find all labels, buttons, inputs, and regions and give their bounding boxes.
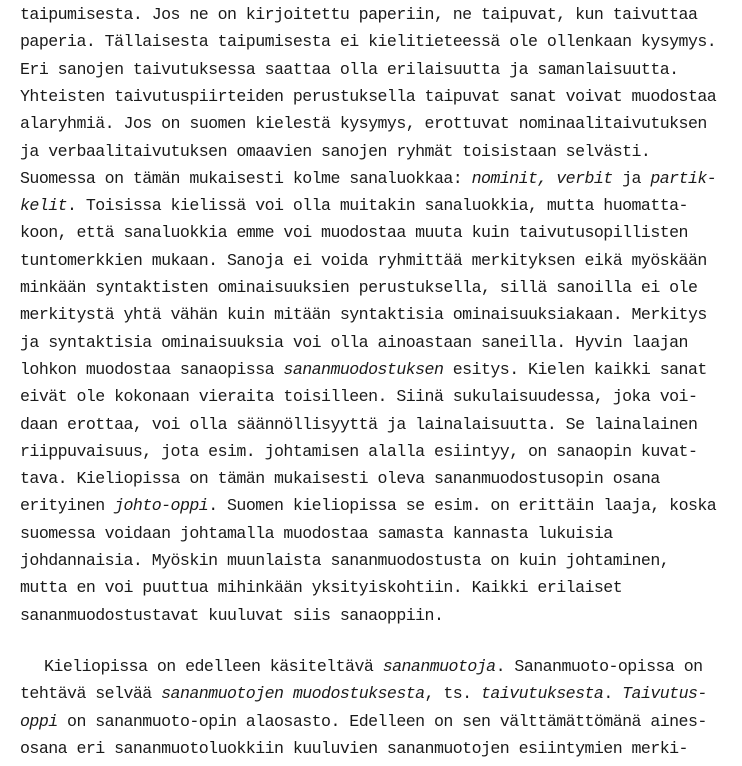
italic-term: taivutuksesta (481, 684, 604, 704)
text-line (20, 114, 732, 134)
italic-term: partik- (650, 168, 717, 188)
italic-term: Taivutus- (622, 684, 707, 704)
text-line (20, 223, 732, 243)
text-segment: ja (612, 168, 651, 188)
text-segment: mutta en voi puuttua mihinkään yksityiskohtiin. Kaikki erilaiset (20, 578, 623, 598)
text-line (20, 712, 732, 732)
text-segment: paperia. Tällaisesta taipumisesta ei kielitieteessä ole ollenkaan kysymys. (20, 32, 717, 52)
text-segment: taipumisesta. Jos ne on kirjoitettu paperiin, ne taipuvat, kun taivuttaa (20, 5, 698, 24)
text-line (20, 551, 732, 571)
text-line (20, 5, 732, 25)
text-line (20, 469, 732, 489)
text-segment: . Suomen kieliopissa se esim. on erittäin laaja, koska (208, 496, 717, 516)
text-line (20, 251, 732, 271)
text-segment: . (603, 684, 623, 704)
text-segment: koon, että sanaluokkia emme voi muodostaa muuta kuin taivutusopillisten (20, 223, 688, 243)
italic-term: sananmuotojen muodostuksesta (161, 684, 425, 704)
text-segment: minkään syntaktisten ominaisuuksien perustuksella, sillä sanoilla ei ole (20, 278, 698, 297)
text-segment: . Toisissa kielissä voi olla muitakin sanaluokkia, mutta huomatta- (67, 196, 688, 216)
text-segment: . Sananmuoto-opissa on (495, 657, 703, 676)
italic-term: nominit, verbit (471, 168, 613, 188)
text-line (20, 305, 732, 325)
text-segment: tava. Kieliopissa on tämän mukaisesti oleva sananmuodostusopin osana (20, 469, 660, 489)
text-segment: tuntomerkkien mukaan. Sanoja ei voida ryhmittää merkityksen eikä myöskään (20, 250, 707, 270)
text-segment: johdannaisia. Myöskin muunlaista sananmuodostusta on kuin johtaminen, (20, 551, 670, 570)
text-line (20, 142, 732, 162)
text-line (20, 739, 732, 759)
text-line (20, 524, 732, 544)
text-segment: ja verbaalitaivutuksen omaavien sanojen ryhmät toisistaan selvästi. (20, 141, 651, 161)
italic-term: sananmuodostuksen (283, 359, 444, 379)
italic-term: kelit (20, 196, 68, 216)
text-line (20, 32, 732, 52)
text-line (44, 657, 732, 677)
text-segment: suomessa voidaan johtamalla muodostaa samasta kannasta lukuisia (20, 523, 613, 543)
text-segment: alaryhmiä. Jos on suomen kielestä kysymys, erottuvat nominaalitaivutuksen (20, 114, 707, 134)
text-segment: sananmuodostustavat kuuluvat siis sanaoppiin. (20, 605, 444, 625)
italic-term: johto-oppi (114, 496, 209, 516)
text-segment: tehtävä selvää (20, 684, 162, 704)
text-segment: lohkon muodostaa sanaopissa (20, 359, 284, 379)
text-segment: on sananmuoto-opin alaosasto. Edelleen on sen välttämättömänä aines- (57, 711, 707, 731)
text-line (20, 684, 732, 704)
text-line (20, 169, 732, 189)
text-segment: esitys. Kielen kaikki sanat (443, 359, 707, 379)
text-segment: Kieliopissa on edelleen käsiteltävä (44, 657, 383, 676)
text-segment: , ts. (424, 684, 481, 704)
text-line (20, 87, 732, 107)
text-line (20, 333, 732, 353)
text-segment: osana eri sananmuotoluokkiin kuuluvien sananmuotojen esiintymien merki- (20, 738, 688, 758)
text-segment: eivät ole kokonaan vieraita toisilleen. Siinä sukulaisuudessa, joka voi- (20, 387, 698, 407)
text-line (20, 606, 732, 626)
text-segment: ja syntaktisia ominaisuuksia voi olla ainoastaan saneilla. Hyvin laajan (20, 332, 688, 352)
text-line (20, 196, 732, 216)
text-segment: Suomessa on tämän mukaisesti kolme sanaluokkaa: (20, 168, 472, 188)
text-line (20, 496, 732, 516)
text-line (20, 387, 732, 407)
text-line (20, 360, 732, 380)
text-line (20, 578, 732, 598)
text-segment: merkitystä yhtä vähän kuin mitään syntaktisia ominaisuuksiakaan. Merkitys (20, 305, 707, 325)
text-line (20, 278, 732, 298)
italic-term: sananmuotoja (382, 657, 496, 676)
text-segment: Eri sanojen taivutuksessa saattaa olla erilaisuutta ja samanlaisuutta. (20, 59, 679, 79)
text-segment: Yhteisten taivutuspiirteiden perustuksella taipuvat sanat voivat muodostaa (20, 86, 717, 106)
text-segment: riippuvaisuus, jota esim. johtamisen alalla esiintyy, on sanaopin kuvat- (20, 441, 698, 461)
text-segment: daan erottaa, voi olla säännöllisyyttä ja lainalaisuutta. Se lainalainen (20, 414, 698, 434)
text-line (20, 442, 732, 462)
text-line (20, 60, 732, 80)
italic-term: oppi (20, 711, 58, 731)
text-line (20, 415, 732, 435)
text-segment: erityinen (20, 496, 115, 516)
